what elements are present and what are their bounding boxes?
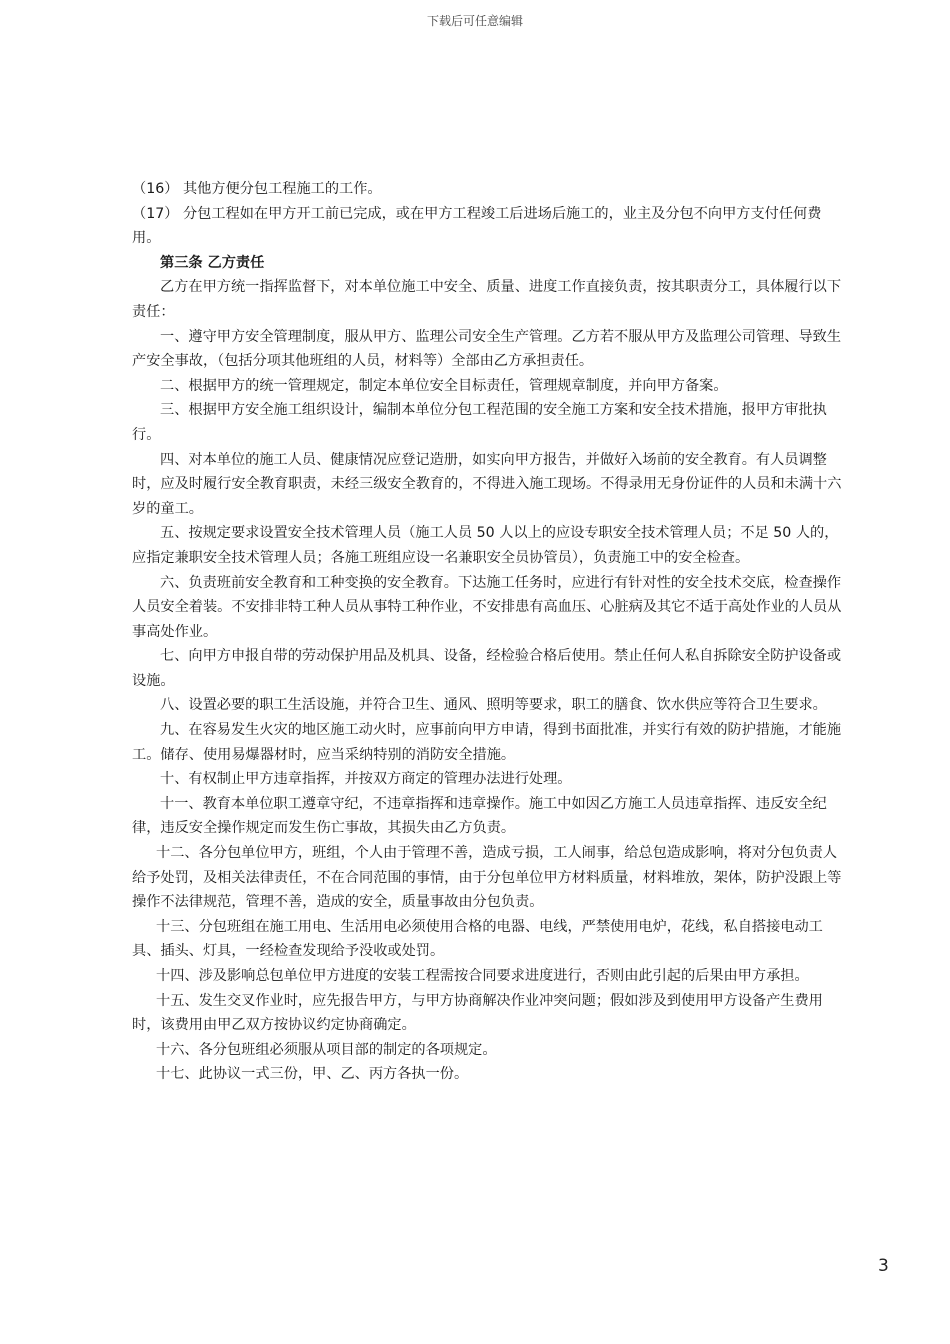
clause-4: 四、对本单位的施工人员、健康情况应登记造册，如实向甲方报告，并做好入场前的安全教育。有人员调整时，应及时履行安全教育职责，未经三级安全教育的，不得进入施工现场。不得录用无身份证件的人员和未满十六岁的童工。 — [132, 451, 842, 517]
clause-7: 七、向甲方申报自带的劳动保护用品及机具、设备，经检验合格后使用。禁止任何人私自拆除安全防护设备或设施。 — [132, 648, 842, 689]
clause-2: 二、根据甲方的统一管理规定，制定本单位安全目标责任，管理规章制度，并向甲方备案。 — [160, 377, 728, 394]
clause-15: 十五、发生交叉作业时，应先报告甲方，与甲方协商解决作业冲突问题；假如涉及到使用甲方设备产生费用时，该费用由甲乙双方按协议约定协商确定。 — [132, 992, 823, 1034]
section-intro: 乙方在甲方统一指挥监督下，对本单位施工中安全、质量、进度工作直接负责，按其职责分工，具体履行以下责任： — [132, 279, 842, 320]
document-body — [132, 177, 844, 1087]
clause-14: 十四、涉及影响总包单位甲方进度的安装工程需按合同要求进度进行，否则由此引起的后果由甲方承担。 — [156, 968, 809, 984]
page-header: 下载后可任意编辑 — [426, 14, 523, 28]
clause-3: 三、根据甲方安全施工组织设计，编制本单位分包工程范围的安全施工方案和安全技术措施，报甲方审批执行。 — [132, 402, 827, 443]
clause-5: 五、按规定要求设置安全技术管理人员（施工人员 50 人以上的应设专职安全技术管理人员；不足 50 人的，应指定兼职安全技术管理人员；各施工班组应设一名兼职安全员协管员），负责施工中的安全检查。 — [132, 525, 839, 566]
clause-16: 十六、各分包班组必须服从项目部的制定的各项规定。 — [156, 1041, 497, 1058]
clause-10: 十、有权制止甲方违章指挥，并按双方商定的管理办法进行处理。 — [160, 771, 572, 788]
clause-12: 十二、各分包单位甲方，班组，个人由于管理不善，造成亏损，工人闹事，给总包造成影响，将对分包负责人给予处罚，及相关法律责任，不在合同范围的事情，由于分包单位甲方材料质量，材料堆放，架体，防护没跟上等操作不法律规范，管理不善，造成的安全，质量事故由分包负责。 — [132, 845, 842, 911]
clause-9: 九、在容易发生火灾的地区施工动火时，应事前向甲方申请，得到书面批准，并实行有效的防护措施，才能施工。储存、使用易爆器材时，应当采纳特别的消防安全措施。 — [132, 722, 842, 763]
clause-1: 一、遵守甲方安全管理制度，服从甲方、监理公司安全生产管理。乙方若不服从甲方及监理公司管理、导致生产安全事故，（包括分项其他班组的人员，材料等）全部由乙方承担责任。 — [132, 328, 842, 370]
clause-8: 八、设置必要的职工生活设施，并符合卫生、通风、照明等要求，职工的膳食、饮水供应等符合卫生要求。 — [160, 697, 827, 714]
clause-11: 十一、教育本单位职工遵章守纪，不违章指挥和违章操作。施工中如因乙方施工人员违章指挥、违反安全纪律，违反安全操作规定而发生伤亡事故，其损失由乙方负责。 — [132, 795, 827, 837]
item-16: （16） 其他方便分包工程施工的工作。 — [132, 181, 382, 197]
section-title: 第三条 乙方责任 — [160, 254, 265, 271]
item-17: （17） 分包工程如在甲方开工前已完成，或在甲方工程竣工后进场后施工的，业主及分包不向甲方支付任何费用。 — [132, 205, 822, 247]
clause-13: 十三、分包班组在施工用电、生活用电必须使用合格的电器、电线，严禁使用电炉，花线，私自搭接电动工具、插头、灯具，一经检查发现给予没收或处罚。 — [132, 918, 823, 960]
clause-17: 十七、此协议一式三份，甲、乙、丙方各执一份。 — [156, 1066, 469, 1083]
page-number: 3 — [878, 1256, 889, 1276]
clause-6: 六、负责班前安全教育和工种变换的安全教育。下达施工任务时，应进行有针对性的安全技术交底，检查操作人员安全着装。不安排非特工种人员从事特工种作业，不安排患有高血压、心脏病及其它不适于高处作业的人员从事高处作业。 — [132, 574, 842, 640]
